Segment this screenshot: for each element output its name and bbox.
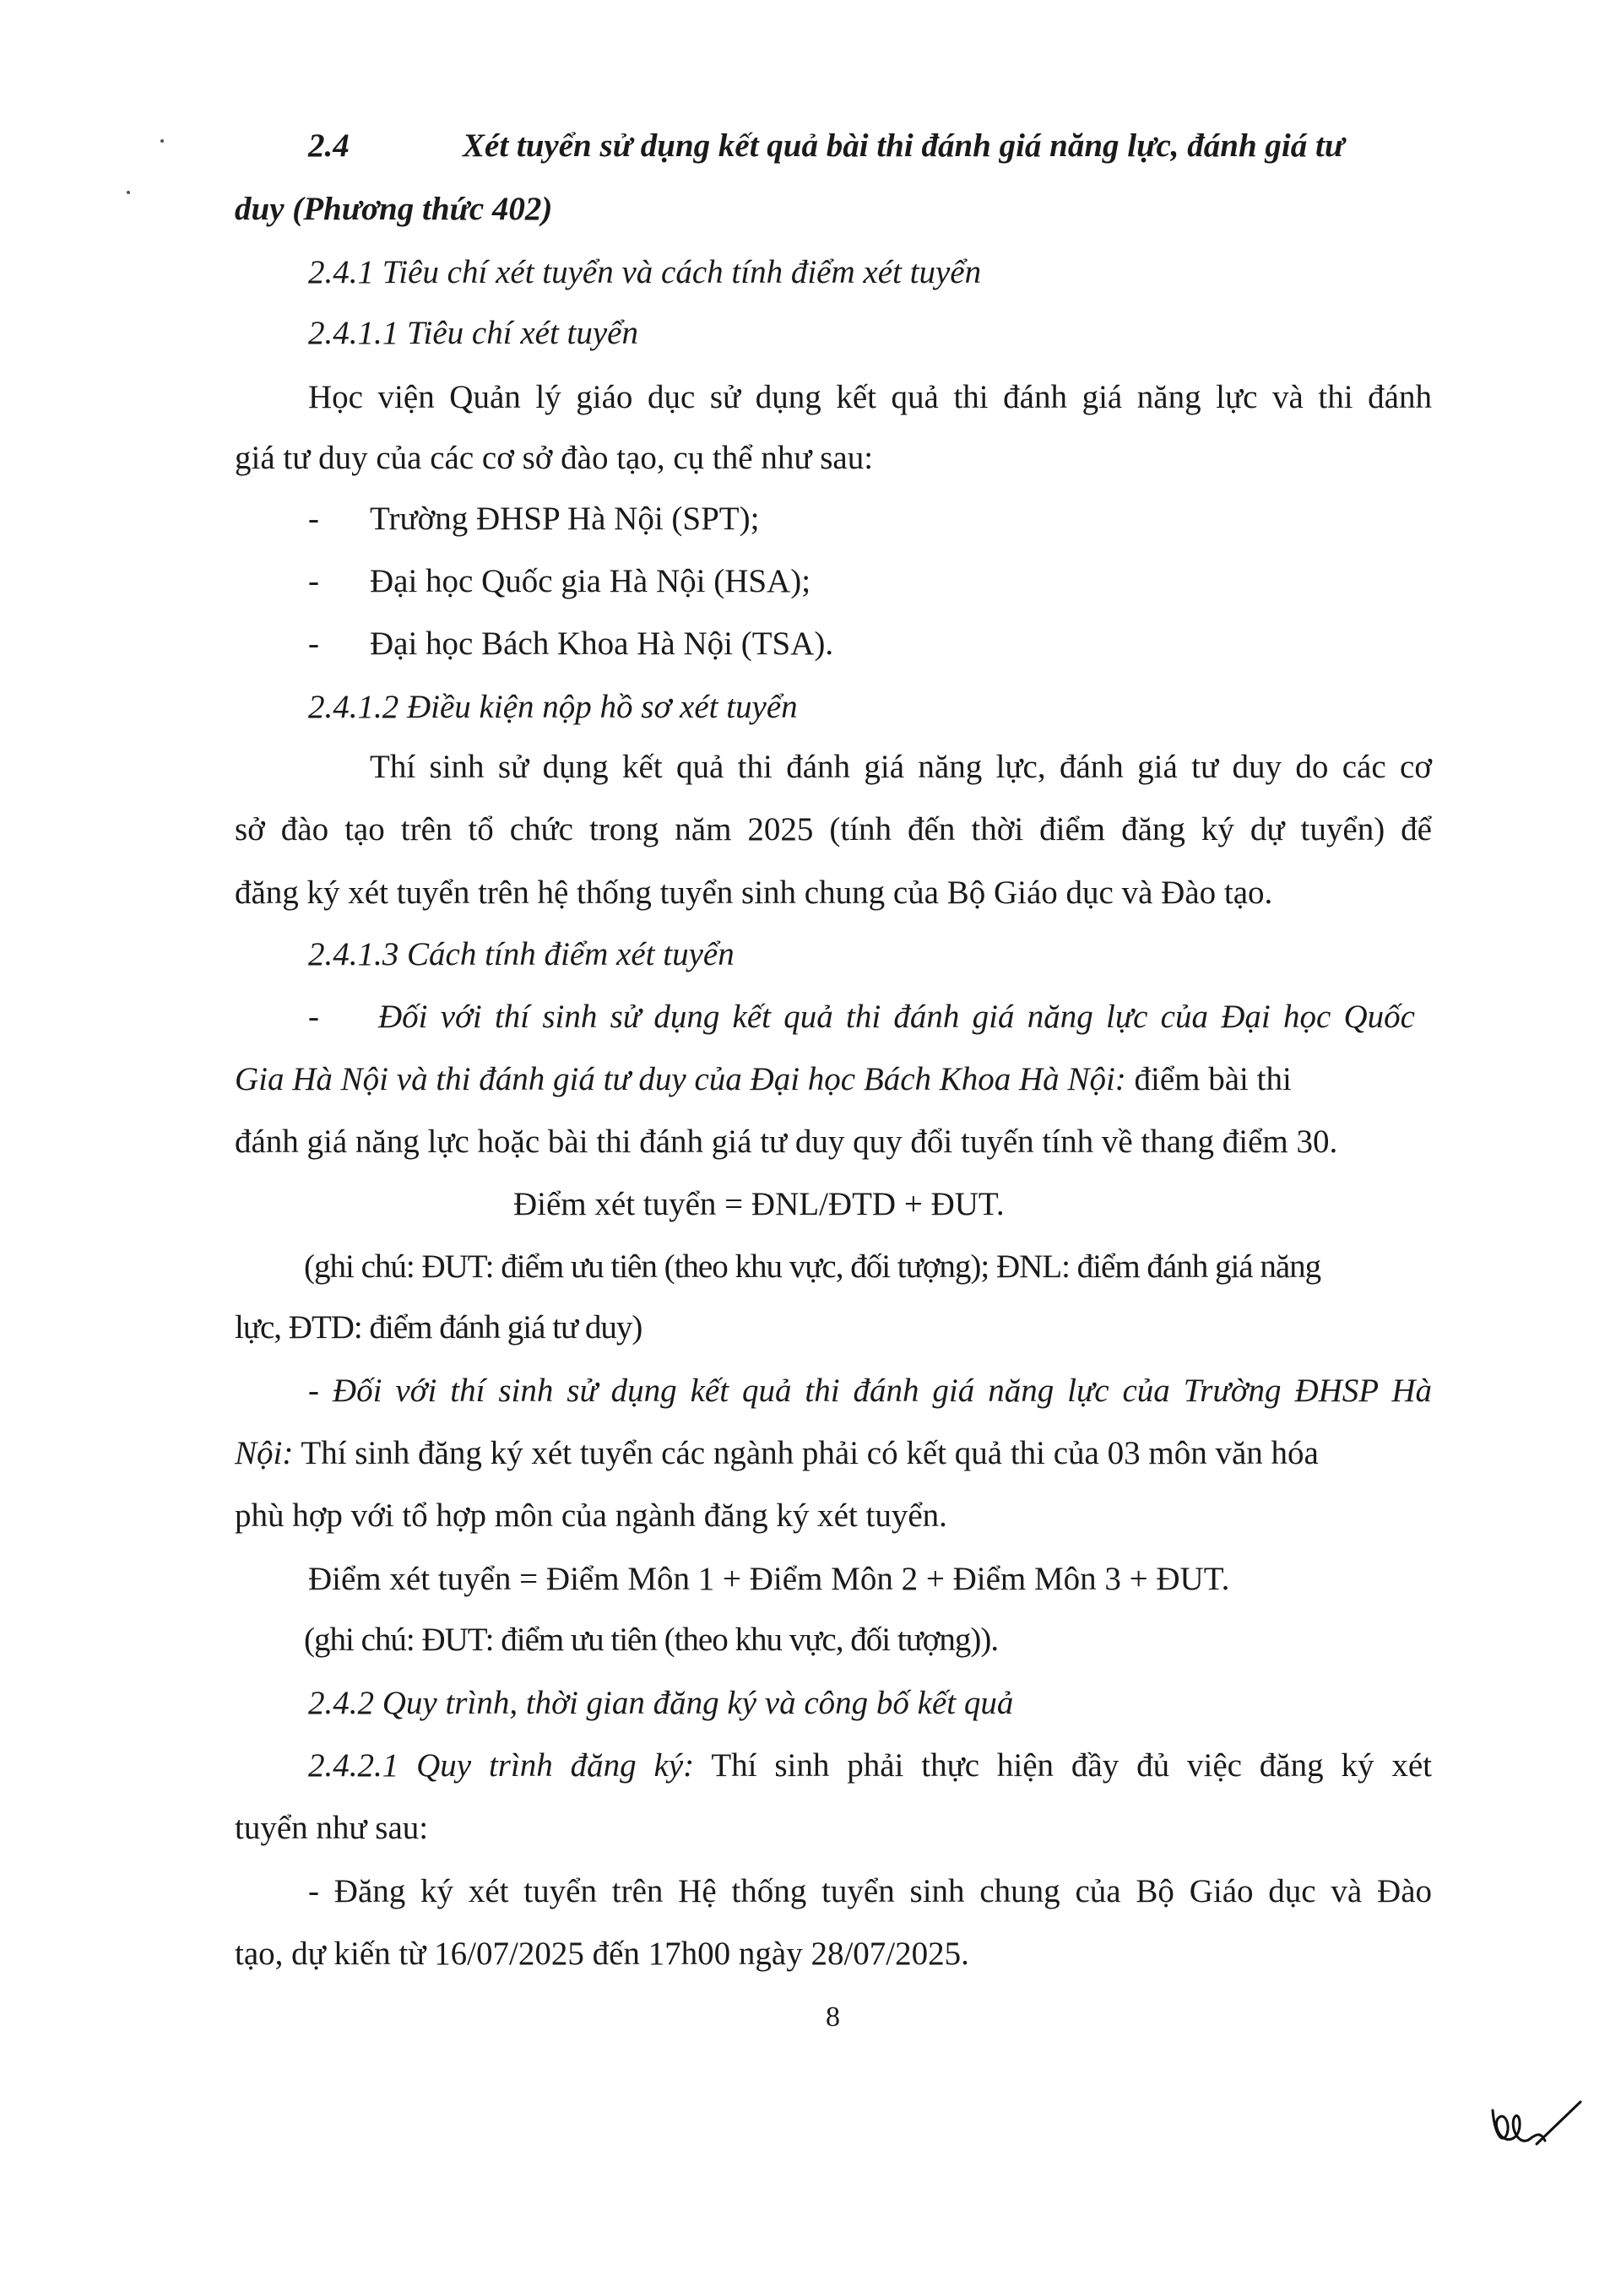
- text-run: điểm bài thi: [1125, 1061, 1292, 1097]
- subsection-2-4-2: 2.4.2 Quy trình, thời gian đăng ký và công bố kết quả: [308, 1685, 1014, 1721]
- note-line: (ghi chú: ĐUT: điểm ưu tiên (theo khu vực, đối tượng); ĐNL: điểm đánh giá năng: [304, 1248, 1321, 1285]
- page-number: 8: [826, 2001, 840, 2033]
- list-item: Đại học Quốc gia Hà Nội (HSA);: [370, 563, 811, 599]
- scan-speck: [127, 191, 130, 194]
- italic-run: 2.4.2.1 Quy trình đăng ký:: [308, 1747, 695, 1784]
- list-dash: -: [308, 563, 319, 599]
- italic-run: Nội:: [235, 1435, 294, 1471]
- section-title-continued: duy (Phương thức 402): [235, 191, 553, 227]
- subsection-2-4-1: 2.4.1 Tiêu chí xét tuyển và cách tính điểm xét tuyển: [308, 254, 982, 290]
- note-line: (ghi chú: ĐUT: điểm ưu tiên (theo khu vực, đối tượng)).: [304, 1622, 999, 1658]
- paragraph-line: Đối với thí sinh sử dụng kết quả thi đánh giá năng lực của Đại học Quốc: [378, 999, 1415, 1035]
- list-dash: -: [308, 625, 319, 662]
- paragraph-line: [308, 1746, 1432, 1786]
- paragraph-line: - Đối với thí sinh sử dụng kết quả thi đánh giá năng lực của Trường ĐHSP Hà: [308, 1373, 1432, 1409]
- paragraph-line: đánh giá năng lực hoặc bài thi đánh giá tư duy quy đổi tuyến tính về thang điểm 30.: [235, 1124, 1338, 1160]
- section-title: Xét tuyển sử dụng kết quả bài thi đánh giá năng lực, đánh giá tư: [463, 127, 1345, 164]
- scan-speck: [160, 139, 164, 143]
- list-dash: -: [308, 999, 319, 1035]
- subsection-2-4-1-2: 2.4.1.2 Điều kiện nộp hồ sơ xét tuyển: [308, 689, 798, 725]
- paragraph-line: tuyển như sau:: [235, 1810, 429, 1846]
- list-dash: -: [308, 501, 319, 537]
- list-item: Đại học Bách Khoa Hà Nội (TSA).: [370, 625, 834, 662]
- paragraph-line: [235, 1434, 1319, 1474]
- note-line: lực, ĐTD: điểm đánh giá tư duy): [235, 1309, 642, 1346]
- formula: Điểm xét tuyển = Điểm Môn 1 + Điểm Môn 2 + Điểm Môn 3 + ĐUT.: [308, 1561, 1230, 1597]
- formula: Điểm xét tuyển = ĐNL/ĐTD + ĐUT.: [513, 1186, 1005, 1222]
- initials-signature: [1486, 2085, 1587, 2161]
- paragraph-line: đăng ký xét tuyển trên hệ thống tuyển sinh chung của Bộ Giáo dục và Đào tạo.: [235, 875, 1273, 911]
- subsection-2-4-1-3: 2.4.1.3 Cách tính điểm xét tuyển: [308, 936, 735, 972]
- paragraph-line: [235, 1060, 1292, 1100]
- paragraph-line: Học viện Quản lý giáo dục sử dụng kết quả thi đánh giá năng lực và thi đánh: [308, 379, 1432, 415]
- paragraph-line: Thí sinh sử dụng kết quả thi đánh giá năng lực, đánh giá tư duy do các cơ: [370, 749, 1432, 785]
- text-run: Thí sinh phải thực hiện đầy đủ việc đăng ký xét: [694, 1747, 1433, 1784]
- list-item: Trường ĐHSP Hà Nội (SPT);: [370, 501, 760, 537]
- subsection-2-4-1-1: 2.4.1.1 Tiêu chí xét tuyển: [308, 315, 638, 351]
- text-run: Thí sinh đăng ký xét tuyển các ngành phải có kết quả thi của 03 môn văn hóa: [293, 1435, 1319, 1471]
- paragraph-line: sở đào tạo trên tổ chức trong năm 2025 (tính đến thời điểm đăng ký dự tuyển) để: [235, 811, 1432, 847]
- italic-run: Gia Hà Nội và thi đánh giá tư duy của Đại học Bách Khoa Hà Nội:: [235, 1061, 1126, 1097]
- section-number: 2.4: [308, 127, 350, 164]
- paragraph-line: phù hợp với tổ hợp môn của ngành đăng ký xét tuyển.: [235, 1497, 947, 1534]
- paragraph-line: - Đăng ký xét tuyển trên Hệ thống tuyển sinh chung của Bộ Giáo dục và Đào: [308, 1873, 1432, 1909]
- paragraph-line: giá tư duy của các cơ sở đào tạo, cụ thể như sau:: [235, 440, 874, 476]
- paragraph-line: tạo, dự kiến từ 16/07/2025 đến 17h00 ngày 28/07/2025.: [235, 1936, 969, 1972]
